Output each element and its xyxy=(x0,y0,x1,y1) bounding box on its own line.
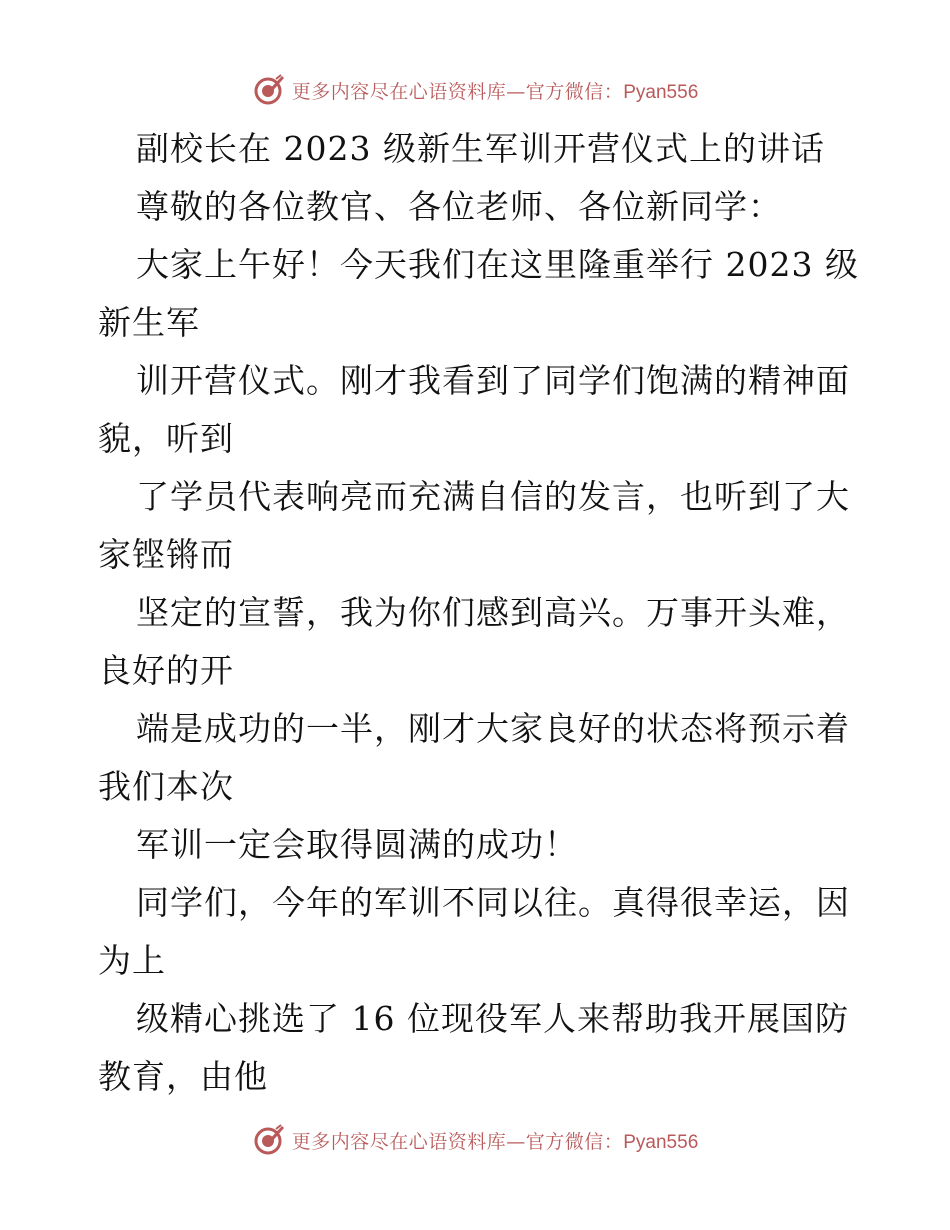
text-line: 新生军 xyxy=(98,303,200,342)
footer-watermark xyxy=(0,1120,950,1160)
text-line: 了学员代表响亮而充满自信的发言，也听到了大 xyxy=(136,477,850,516)
quill-emblem-icon xyxy=(252,1123,286,1157)
text-line: 同学们，今年的军训不同以往。真得很幸运，因 xyxy=(136,883,850,922)
watermark-text xyxy=(292,1127,699,1154)
watermark-content xyxy=(252,73,699,107)
document-title: 副校长在 2023 级新生军训开营仪式上的讲话 xyxy=(136,129,825,168)
watermark-wechat-id: Pyan556 xyxy=(623,81,699,103)
watermark-site-name: 更多内容尽在心语资料库 xyxy=(291,1130,507,1153)
text-line: 训开营仪式。刚才我看到了同学们饱满的精神面 xyxy=(136,361,850,400)
salutation: 尊敬的各位教官、各位老师、各位新同学： xyxy=(136,187,782,226)
text-line: 为上 xyxy=(98,941,166,980)
text-line: 军训一定会取得圆满的成功！ xyxy=(136,825,578,864)
watermark-wechat-label: 官方微信： xyxy=(525,80,624,103)
text-line: 我们本次 xyxy=(98,767,234,806)
text-line: 家铿锵而 xyxy=(98,535,234,574)
document-body xyxy=(98,120,858,1106)
watermark-content xyxy=(252,1123,699,1157)
text-line: 貌，听到 xyxy=(98,419,234,458)
text-line: 教育，由他 xyxy=(98,1057,268,1096)
text-line: 大家上午好！今天我们在这里隆重举行 2023 级 xyxy=(136,245,859,284)
watermark-separator: — xyxy=(506,1130,526,1153)
watermark-text xyxy=(292,77,699,104)
watermark-separator: — xyxy=(506,80,526,103)
quill-emblem-icon xyxy=(252,73,286,107)
watermark-site-name: 更多内容尽在心语资料库 xyxy=(291,80,507,103)
text-line: 端是成功的一半，刚才大家良好的状态将预示着 xyxy=(136,709,850,748)
watermark-wechat-id: Pyan556 xyxy=(623,1131,699,1153)
text-line: 良好的开 xyxy=(98,651,234,690)
watermark-wechat-label: 官方微信： xyxy=(525,1130,624,1153)
text-line: 坚定的宣誓，我为你们感到高兴。万事开头难， xyxy=(136,593,850,632)
text-line: 级精心挑选了 16 位现役军人来帮助我开展国防 xyxy=(136,999,849,1038)
header-watermark xyxy=(0,70,950,110)
